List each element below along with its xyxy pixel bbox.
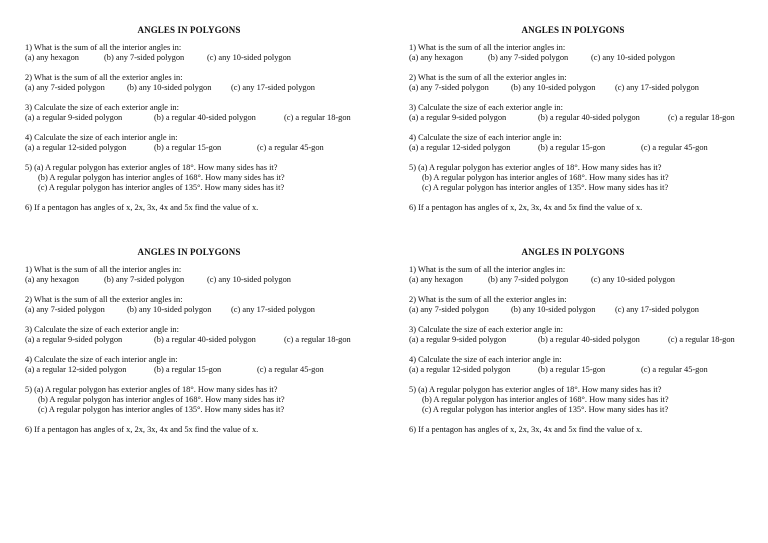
question-1	[409, 265, 749, 285]
question-prompt: 2) What is the sum of all the exterior angles in:	[409, 73, 567, 82]
option-c: (c) a regular 45-gon	[641, 143, 708, 152]
question-4	[409, 133, 749, 153]
question-prompt: 4) Calculate the size of each interior angle in:	[409, 355, 562, 364]
question-prompt: 4) Calculate the size of each interior angle in:	[25, 133, 178, 142]
answer-options	[409, 53, 749, 63]
question-5	[25, 163, 365, 193]
option-a: (a) any hexagon	[25, 275, 79, 284]
question-part-b: (b) A regular polygon has interior angles of 168°. How many sides has it?	[38, 395, 285, 404]
question-part-a: 5) (a) A regular polygon has exterior angles of 18°. How many sides has it?	[25, 163, 278, 172]
answer-options	[409, 275, 749, 285]
option-b: (b) any 7-sided polygon	[488, 275, 569, 284]
option-c: (c) a regular 45-gon	[257, 143, 324, 152]
answer-options	[25, 113, 365, 123]
question-1	[409, 43, 749, 63]
option-a: (a) a regular 12-sided polygon	[409, 143, 511, 152]
option-a: (a) a regular 9-sided polygon	[409, 335, 507, 344]
option-b: (b) any 7-sided polygon	[104, 53, 185, 62]
option-b: (b) a regular 15-gon	[154, 365, 222, 374]
option-c: (c) a regular 18-gon	[668, 113, 735, 122]
question-part-b: (b) A regular polygon has interior angles of 168°. How many sides has it?	[422, 395, 669, 404]
question-prompt: 6) If a pentagon has angles of x, 2x, 3x, 4x and 5x find the value of x.	[409, 425, 643, 434]
option-b: (b) a regular 15-gon	[538, 143, 606, 152]
question-2	[25, 295, 365, 315]
option-c: (c) any 17-sided polygon	[231, 305, 315, 314]
answer-options	[25, 53, 365, 63]
question-prompt: 2) What is the sum of all the exterior angles in:	[25, 295, 183, 304]
worksheet-copy	[25, 25, 365, 213]
option-a: (a) a regular 9-sided polygon	[25, 113, 123, 122]
question-prompt: 1) What is the sum of all the interior angles in:	[25, 265, 182, 274]
answer-options	[409, 143, 749, 153]
option-a: (a) a regular 12-sided polygon	[25, 143, 127, 152]
answer-options	[409, 83, 749, 93]
option-c: (c) a regular 18-gon	[284, 113, 351, 122]
worksheet-copy	[25, 247, 365, 435]
option-a: (a) any 7-sided polygon	[409, 305, 489, 314]
question-6	[409, 203, 749, 213]
worksheet-title: ANGLES IN POLYGONS	[521, 247, 625, 257]
question-prompt: 1) What is the sum of all the interior angles in:	[409, 265, 566, 274]
worksheet-title: ANGLES IN POLYGONS	[137, 25, 241, 35]
option-b: (b) a regular 40-sided polygon	[538, 335, 640, 344]
option-a: (a) a regular 12-sided polygon	[409, 365, 511, 374]
option-c: (c) any 10-sided polygon	[591, 275, 675, 284]
question-4	[25, 355, 365, 375]
option-c: (c) a regular 18-gon	[284, 335, 351, 344]
question-part-a: 5) (a) A regular polygon has exterior angles of 18°. How many sides has it?	[409, 163, 662, 172]
question-1	[25, 43, 365, 63]
answer-options	[409, 365, 749, 375]
option-c: (c) any 17-sided polygon	[231, 83, 315, 92]
question-4	[25, 133, 365, 153]
option-a: (a) any hexagon	[409, 53, 463, 62]
question-5	[409, 385, 749, 415]
question-6	[409, 425, 749, 435]
answer-options	[25, 305, 365, 315]
answer-options	[25, 335, 365, 345]
question-3	[25, 103, 365, 123]
worksheet-title: ANGLES IN POLYGONS	[137, 247, 241, 257]
option-c: (c) a regular 45-gon	[641, 365, 708, 374]
question-prompt: 2) What is the sum of all the exterior angles in:	[25, 73, 183, 82]
worksheet-copy	[409, 247, 749, 435]
answer-options	[409, 113, 749, 123]
option-c: (c) a regular 45-gon	[257, 365, 324, 374]
question-prompt: 2) What is the sum of all the exterior angles in:	[409, 295, 567, 304]
question-prompt: 3) Calculate the size of each exterior angle in:	[409, 325, 563, 334]
question-4	[409, 355, 749, 375]
question-6	[25, 203, 365, 213]
option-b: (b) a regular 40-sided polygon	[538, 113, 640, 122]
question-part-b: (b) A regular polygon has interior angles of 168°. How many sides has it?	[422, 173, 669, 182]
question-prompt: 3) Calculate the size of each exterior angle in:	[25, 325, 179, 334]
question-5	[409, 163, 749, 193]
question-2	[25, 73, 365, 93]
option-b: (b) any 10-sided polygon	[127, 305, 212, 314]
question-part-c: (c) A regular polygon has interior angles of 135°. How many sides has it?	[422, 183, 669, 192]
option-b: (b) a regular 15-gon	[154, 143, 222, 152]
option-b: (b) any 10-sided polygon	[127, 83, 212, 92]
answer-options	[409, 335, 749, 345]
option-c: (c) any 10-sided polygon	[207, 53, 291, 62]
answer-options	[25, 365, 365, 375]
worksheet-copy	[409, 25, 749, 213]
question-part-a: 5) (a) A regular polygon has exterior angles of 18°. How many sides has it?	[409, 385, 662, 394]
option-c: (c) any 10-sided polygon	[591, 53, 675, 62]
question-prompt: 4) Calculate the size of each interior angle in:	[409, 133, 562, 142]
question-3	[25, 325, 365, 345]
question-prompt: 3) Calculate the size of each exterior angle in:	[409, 103, 563, 112]
option-b: (b) a regular 40-sided polygon	[154, 113, 256, 122]
option-a: (a) any 7-sided polygon	[409, 83, 489, 92]
option-a: (a) any 7-sided polygon	[25, 83, 105, 92]
option-a: (a) any 7-sided polygon	[25, 305, 105, 314]
answer-options	[25, 143, 365, 153]
question-prompt: 1) What is the sum of all the interior angles in:	[409, 43, 566, 52]
answer-options	[25, 83, 365, 93]
answer-options	[25, 275, 365, 285]
question-6	[25, 425, 365, 435]
question-5	[25, 385, 365, 415]
option-c: (c) any 10-sided polygon	[207, 275, 291, 284]
question-part-a: 5) (a) A regular polygon has exterior angles of 18°. How many sides has it?	[25, 385, 278, 394]
worksheet-title: ANGLES IN POLYGONS	[521, 25, 625, 35]
option-b: (b) a regular 40-sided polygon	[154, 335, 256, 344]
question-prompt: 3) Calculate the size of each exterior angle in:	[25, 103, 179, 112]
question-part-c: (c) A regular polygon has interior angles of 135°. How many sides has it?	[38, 405, 285, 414]
question-prompt: 1) What is the sum of all the interior angles in:	[25, 43, 182, 52]
question-part-b: (b) A regular polygon has interior angles of 168°. How many sides has it?	[38, 173, 285, 182]
option-b: (b) any 7-sided polygon	[488, 53, 569, 62]
question-3	[409, 103, 749, 123]
option-b: (b) any 10-sided polygon	[511, 83, 596, 92]
option-c: (c) any 17-sided polygon	[615, 83, 699, 92]
option-c: (c) any 17-sided polygon	[615, 305, 699, 314]
question-prompt: 4) Calculate the size of each interior angle in:	[25, 355, 178, 364]
answer-options	[409, 305, 749, 315]
option-a: (a) a regular 9-sided polygon	[409, 113, 507, 122]
option-b: (b) any 10-sided polygon	[511, 305, 596, 314]
option-a: (a) any hexagon	[25, 53, 79, 62]
option-a: (a) a regular 12-sided polygon	[25, 365, 127, 374]
question-2	[409, 73, 749, 93]
question-2	[409, 295, 749, 315]
question-prompt: 6) If a pentagon has angles of x, 2x, 3x, 4x and 5x find the value of x.	[409, 203, 643, 212]
option-c: (c) a regular 18-gon	[668, 335, 735, 344]
option-b: (b) a regular 15-gon	[538, 365, 606, 374]
question-prompt: 6) If a pentagon has angles of x, 2x, 3x, 4x and 5x find the value of x.	[25, 203, 259, 212]
question-3	[409, 325, 749, 345]
question-prompt: 6) If a pentagon has angles of x, 2x, 3x, 4x and 5x find the value of x.	[25, 425, 259, 434]
question-1	[25, 265, 365, 285]
option-b: (b) any 7-sided polygon	[104, 275, 185, 284]
option-a: (a) a regular 9-sided polygon	[25, 335, 123, 344]
option-a: (a) any hexagon	[409, 275, 463, 284]
question-part-c: (c) A regular polygon has interior angles of 135°. How many sides has it?	[422, 405, 669, 414]
question-part-c: (c) A regular polygon has interior angles of 135°. How many sides has it?	[38, 183, 285, 192]
